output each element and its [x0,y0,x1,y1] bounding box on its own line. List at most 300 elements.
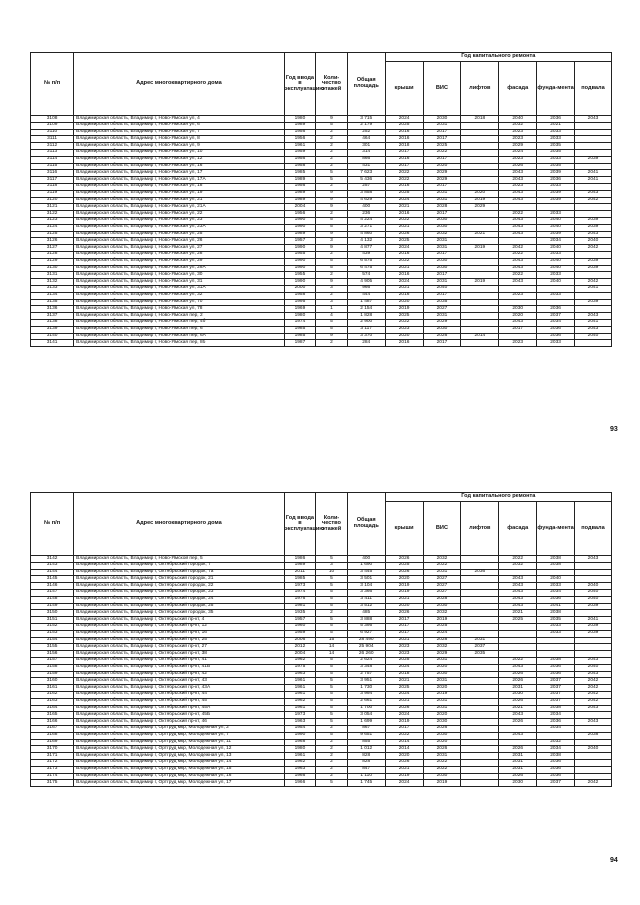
cell-basement: 2041 [575,177,612,184]
cell-vis: 2025 [423,143,461,150]
cell-area: 2 154 [347,306,385,313]
cell-lift [461,759,499,766]
cell-floors: 5 [316,576,348,583]
table-body [31,556,612,787]
cell-vis: 2030 [423,773,461,780]
cell-facade [499,644,537,651]
cell-facade [499,637,537,644]
cell-roof: 2022 [385,170,423,177]
cell-facade: 2043 [499,231,537,238]
cell-area: 1 690 [347,562,385,569]
cell-foundation: 2038 [537,562,575,569]
header-address: Адрес многоквартирного дома [74,53,285,116]
cell-facade: 2026 [499,671,537,678]
cell-vis: 2030 [423,116,461,123]
cell-foundation: 2039 [537,231,575,238]
cell-year: 1963 [284,766,316,773]
cell-roof: 2019 [385,719,423,726]
cell-facade: 2031 [499,753,537,760]
cell-vis: 2032 [423,610,461,617]
cell-roof: 2016 [385,129,423,136]
cell-year: 1959 [284,630,316,637]
cell-num: 3174 [31,773,74,780]
cell-foundation: 2033 [537,292,575,299]
header-facade: фасада [499,62,537,116]
header-address: Адрес многоквартирного дома [74,493,285,556]
cell-lift [461,122,499,129]
cell-vis: 2030 [423,258,461,265]
cell-floors: 5 [316,732,348,739]
table-row [31,671,612,678]
cell-area: 9 651 [347,732,385,739]
cell-area: 3 501 [347,576,385,583]
cell-area: 28 490 [347,637,385,644]
cell-area: 2 757 [347,671,385,678]
cell-basement [575,306,612,313]
cell-facade: 2021 [499,610,537,617]
cell-facade: 2043 [499,190,537,197]
cell-address: Владимирская область, Владимир г, Ортгруд мкр, Молодежная ул, 12 [74,746,285,753]
cell-facade: 2026 [499,773,537,780]
cell-num: 3163 [31,698,74,705]
cell-basement [575,292,612,299]
table-row [31,712,612,719]
cell-roof: 2016 [385,211,423,218]
cell-floors: 5 [316,671,348,678]
cell-floors: 2 [316,759,348,766]
cell-basement [575,129,612,136]
cell-roof: 2024 [385,197,423,204]
table-row [31,238,612,245]
cell-basement: 2039 [575,224,612,231]
cell-floors: 2 [316,163,348,170]
cell-roof: 2020 [385,576,423,583]
cell-vis: 2022 [423,149,461,156]
cell-floors: 3 [316,238,348,245]
table-row [31,204,612,211]
header-lift: лифтов [461,62,499,116]
cell-roof: 2023 [385,326,423,333]
cell-basement [575,712,612,719]
cell-basement: 2042 [575,685,612,692]
cell-year: 1989 [284,231,316,238]
table-row [31,603,612,610]
cell-facade: 2030 [499,691,537,698]
cell-address: Владимирская область, Владимир г, Ново-Ямская ул, 19 [74,190,285,197]
page-number: 94 [610,857,618,864]
cell-year: 1956 [284,136,316,143]
cell-facade: 2026 [499,719,537,726]
cell-basement [575,644,612,651]
cell-year: 1963 [284,671,316,678]
cell-num: 3170 [31,746,74,753]
cell-floors: 14 [316,644,348,651]
cell-year: 1956 [284,183,316,190]
cell-address: Владимирская область, Владимир г, Октябрьский пр-кт, 45Б [74,712,285,719]
cell-floors: 2 [316,129,348,136]
cell-basement: 2040 [575,333,612,340]
header-lift: лифтов [461,502,499,556]
cell-basement [575,562,612,569]
cell-foundation [537,204,575,211]
cell-roof: 2021 [385,265,423,272]
cell-roof: 2022 [385,732,423,739]
cell-floors: 5 [316,556,348,563]
cell-floors: 2 [316,183,348,190]
cell-basement: 2042 [575,279,612,286]
cell-year: 1974 [284,589,316,596]
cell-num: 3164 [31,705,74,712]
cell-roof: 2024 [385,245,423,252]
cell-basement: 2041 [575,285,612,292]
cell-year: 1955 [284,272,316,279]
cell-year: 1961 [284,678,316,685]
cell-address: Владимирская область, Владимир г, Ново-Ямская ул, 26 [74,238,285,245]
cell-facade: 2043 [499,319,537,326]
cell-vis: 2030 [423,224,461,231]
cell-facade: 2043 [499,224,537,231]
cell-lift: 2029 [461,204,499,211]
cell-year: 1958 [284,292,316,299]
cell-year: 1987 [284,340,316,347]
cell-vis: 2031 [423,678,461,685]
cell-roof: 2017 [385,623,423,630]
cell-foundation: 2039 [537,190,575,197]
cell-facade: 2023 [499,292,537,299]
cell-basement [575,759,612,766]
cell-num: 3143 [31,562,74,569]
cell-lift [461,610,499,617]
cell-floors: 5 [316,691,348,698]
cell-foundation: 2036 [537,766,575,773]
table-row [31,326,612,333]
cell-roof: 2017 [385,630,423,637]
cell-lift [461,753,499,760]
cell-vis: 2017 [423,292,461,299]
cell-facade: 2031 [499,759,537,766]
cell-lift [461,719,499,726]
cell-year: 1980 [284,313,316,320]
cell-vis: 2029 [423,170,461,177]
cell-area: 4 629 [347,197,385,204]
cell-num: 3145 [31,576,74,583]
cell-num: 3152 [31,623,74,630]
cell-foundation: 2033 [537,183,575,190]
cell-vis: 2028 [423,596,461,603]
cell-floors: 9 [316,231,348,238]
cell-roof: 2017 [385,149,423,156]
cell-roof: 2022 [385,217,423,224]
cell-floors: 5 [316,596,348,603]
cell-address: Владимирская область, Владимир г, Октябрьский пр-кт, 45А [74,705,285,712]
cell-floors: 1 [316,306,348,313]
table-row [31,136,612,143]
cell-lift [461,177,499,184]
cell-address: Владимирская область, Владимир г, Ново-Ямская ул, 29 [74,258,285,265]
cell-vis: 2024 [423,630,461,637]
cell-floors: 5 [316,319,348,326]
cell-roof: 2019 [385,583,423,590]
cell-area: 431 [347,163,385,170]
cell-vis: 2028 [423,637,461,644]
cell-roof: 2025 [385,685,423,692]
cell-num: 3161 [31,685,74,692]
cell-floors: 2 [316,766,348,773]
register-table [30,52,612,347]
cell-year: 1986 [284,556,316,563]
cell-vis: 2031 [423,753,461,760]
cell-num: 3153 [31,630,74,637]
cell-basement: 2042 [575,698,612,705]
cell-year: 1980 [284,746,316,753]
header-num: № п/п [31,53,74,116]
cell-area: 1 699 [347,719,385,726]
cell-facade: 2023 [499,129,537,136]
cell-roof: 2022 [385,319,423,326]
cell-address: Владимирская область, Владимир г, Октябрьский городок, 24 [74,596,285,603]
cell-floors: 5 [316,617,348,624]
cell-vis: 2031 [423,705,461,712]
cell-num: 3133 [31,285,74,292]
cell-area: 3 117 [347,326,385,333]
cell-foundation [537,637,575,644]
cell-address: Владимирская область, Владимир г, Октябрьский пр-кт, 42 [74,671,285,678]
cell-num: 3141 [31,340,74,347]
cell-foundation: 2036 [537,759,575,766]
cell-address: Владимирская область, Владимир г, Ортгруд мкр, Молодежная ул, 15 [74,766,285,773]
cell-year: 1989 [284,562,316,569]
cell-num: 3140 [31,333,74,340]
cell-floors: 9 [316,116,348,123]
cell-area: 867 [347,725,385,732]
cell-num: 3148 [31,596,74,603]
cell-vis: 2022 [423,562,461,569]
header-year: Год ввода в эксплуатацию [284,53,316,116]
cell-year: 1990 [284,258,316,265]
cell-vis: 2027 [423,576,461,583]
cell-vis: 2030 [423,671,461,678]
cell-basement [575,610,612,617]
cell-lift [461,678,499,685]
table-row [31,773,612,780]
cell-foundation: 2037 [537,678,575,685]
cell-vis: 2019 [423,691,461,698]
cell-foundation: 2036 [537,773,575,780]
cell-num: 3122 [31,211,74,218]
cell-foundation: 2036 [537,719,575,726]
cell-address: Владимирская область, Владимир г, Октябрьский пр-кт, 25 [74,637,285,644]
cell-facade: 2026 [499,678,537,685]
cell-lift [461,698,499,705]
cell-floors: 5 [316,623,348,630]
cell-facade: 2022 [499,251,537,258]
cell-year: 1990 [284,224,316,231]
header-roof: крыши [385,502,423,556]
cell-roof: 2025 [385,122,423,129]
page-93 [0,0,640,452]
cell-address: Владимирская область, Владимир г, Ново-Ямская ул, 9 [74,143,285,150]
cell-area: 828 [347,753,385,760]
cell-floors: 2 [316,292,348,299]
cell-floors: 5 [316,630,348,637]
table-row [31,746,612,753]
cell-vis: 2030 [423,326,461,333]
cell-year: 1961 [284,691,316,698]
cell-floors: 2 [316,149,348,156]
cell-year: 1956 [284,129,316,136]
cell-year: 2012 [284,644,316,651]
cell-foundation: 2037 [537,691,575,698]
cell-year: 1990 [284,245,316,252]
cell-facade: 2043 [499,664,537,671]
cell-area: 2 661 [347,698,385,705]
cell-num: 3135 [31,299,74,306]
cell-num: 3160 [31,678,74,685]
cell-num: 3120 [31,197,74,204]
cell-facade: 2023 [499,183,537,190]
cell-year: 1958 [284,163,316,170]
cell-foundation: 2041 [537,603,575,610]
cell-foundation: 2036 [537,326,575,333]
cell-num: 3128 [31,251,74,258]
cell-basement: 2043 [575,671,612,678]
cell-basement: 2042 [575,780,612,787]
header-foundation: фунда-мента [537,502,575,556]
cell-year: 1959 [284,149,316,156]
cell-lift: 2019 [461,279,499,286]
cell-floors: 5 [316,657,348,664]
cell-vis: 2029 [423,319,461,326]
cell-vis: 2030 [423,719,461,726]
cell-foundation: 2034 [537,319,575,326]
cell-address: Владимирская область, Владимир г, Октябрьский пр-кт, 16 [74,630,285,637]
cell-year: 1968 [284,739,316,746]
cell-area: 866 [347,156,385,163]
cell-address: Владимирская область, Владимир г, Ново-Ямская ул, 18 [74,183,285,190]
cell-lift [461,136,499,143]
cell-year: 1980 [284,116,316,123]
cell-area: 3 366 [347,589,385,596]
cell-area: 400 [347,204,385,211]
cell-lift: 2031 [461,637,499,644]
cell-basement: 2041 [575,319,612,326]
cell-num: 3134 [31,292,74,299]
table-row [31,739,612,746]
cell-facade: 2025 [499,617,537,624]
cell-num: 3113 [31,149,74,156]
cell-year: 1963 [284,719,316,726]
cell-address: Владимирская область, Владимир г, Октябрьский пр-кт, 12 [74,623,285,630]
cell-foundation [537,299,575,306]
cell-roof: 2026 [385,569,423,576]
cell-address: Владимирская область, Владимир г, Ново-Ямская ул, 4 [74,116,285,123]
cell-roof: 2014 [385,739,423,746]
cell-floors: 5 [316,265,348,272]
table-row [31,732,612,739]
cell-roof: 2025 [385,657,423,664]
header-foundation: фунда-мента [537,62,575,116]
cell-address: Владимирская область, Владимир г, Ново-Ямская пер, 8б [74,340,285,347]
cell-foundation: 2033 [537,251,575,258]
cell-year: 1985 [284,576,316,583]
cell-basement [575,773,612,780]
cell-foundation: 2037 [537,313,575,320]
cell-basement [575,637,612,644]
cell-area: 284 [347,340,385,347]
cell-floors: 2 [316,136,348,143]
cell-year: 1957 [284,617,316,624]
cell-num: 3123 [31,217,74,224]
cell-lift [461,576,499,583]
cell-lift [461,238,499,245]
cell-vis: 2017 [423,211,461,218]
cell-address: Владимирская область, Владимир г, Ново-Ямская пер, 6А [74,333,285,340]
cell-num: 3172 [31,759,74,766]
cell-vis: 2030 [423,603,461,610]
cell-facade: 2043 [499,258,537,265]
cell-floors: 5 [316,224,348,231]
cell-vis: 2027 [423,589,461,596]
cell-num: 3142 [31,556,74,563]
cell-lift: 2036 [461,569,499,576]
cell-basement [575,340,612,347]
cell-basement: 2039 [575,623,612,630]
cell-floors: 2 [316,340,348,347]
cell-floors: 2 [316,272,348,279]
cell-floors: 5 [316,217,348,224]
cell-address: Владимирская область, Владимир г, Ново-Ямская пер, 4б [74,319,285,326]
cell-facade: 2031 [499,685,537,692]
cell-area: 236 [347,211,385,218]
cell-num: 3138 [31,319,74,326]
cell-foundation: 2038 [537,657,575,664]
cell-lift [461,211,499,218]
cell-year: 1990 [284,279,316,286]
cell-basement [575,136,612,143]
cell-lift [461,725,499,732]
cell-roof: 2026 [385,231,423,238]
cell-roof: 2019 [385,589,423,596]
cell-basement [575,143,612,150]
cell-year: 1961 [284,705,316,712]
cell-basement: 2041 [575,170,612,177]
cell-vis: 2026 [423,725,461,732]
cell-foundation: 2036 [537,306,575,313]
cell-foundation: 2034 [537,589,575,596]
cell-floors: 9 [316,333,348,340]
cell-area: 439 [347,251,385,258]
cell-roof: 2025 [385,313,423,320]
cell-foundation: 2035 [537,617,575,624]
cell-area: 828 [347,759,385,766]
cell-basement: 2043 [575,116,612,123]
cell-roof: 2026 [385,556,423,563]
cell-basement: 2039 [575,299,612,306]
cell-area: 5 395 [347,623,385,630]
cell-year: 1962 [284,698,316,705]
cell-roof: 2022 [385,258,423,265]
cell-year: 1995 [284,299,316,306]
cell-roof: 2017 [385,617,423,624]
cell-num: 3132 [31,279,74,286]
cell-roof: 2016 [385,272,423,279]
cell-foundation: 2034 [537,725,575,732]
cell-num: 3175 [31,780,74,787]
cell-floors: 2 [316,610,348,617]
cell-floors: 2 [316,725,348,732]
cell-num: 3156 [31,651,74,658]
cell-num: 3137 [31,313,74,320]
